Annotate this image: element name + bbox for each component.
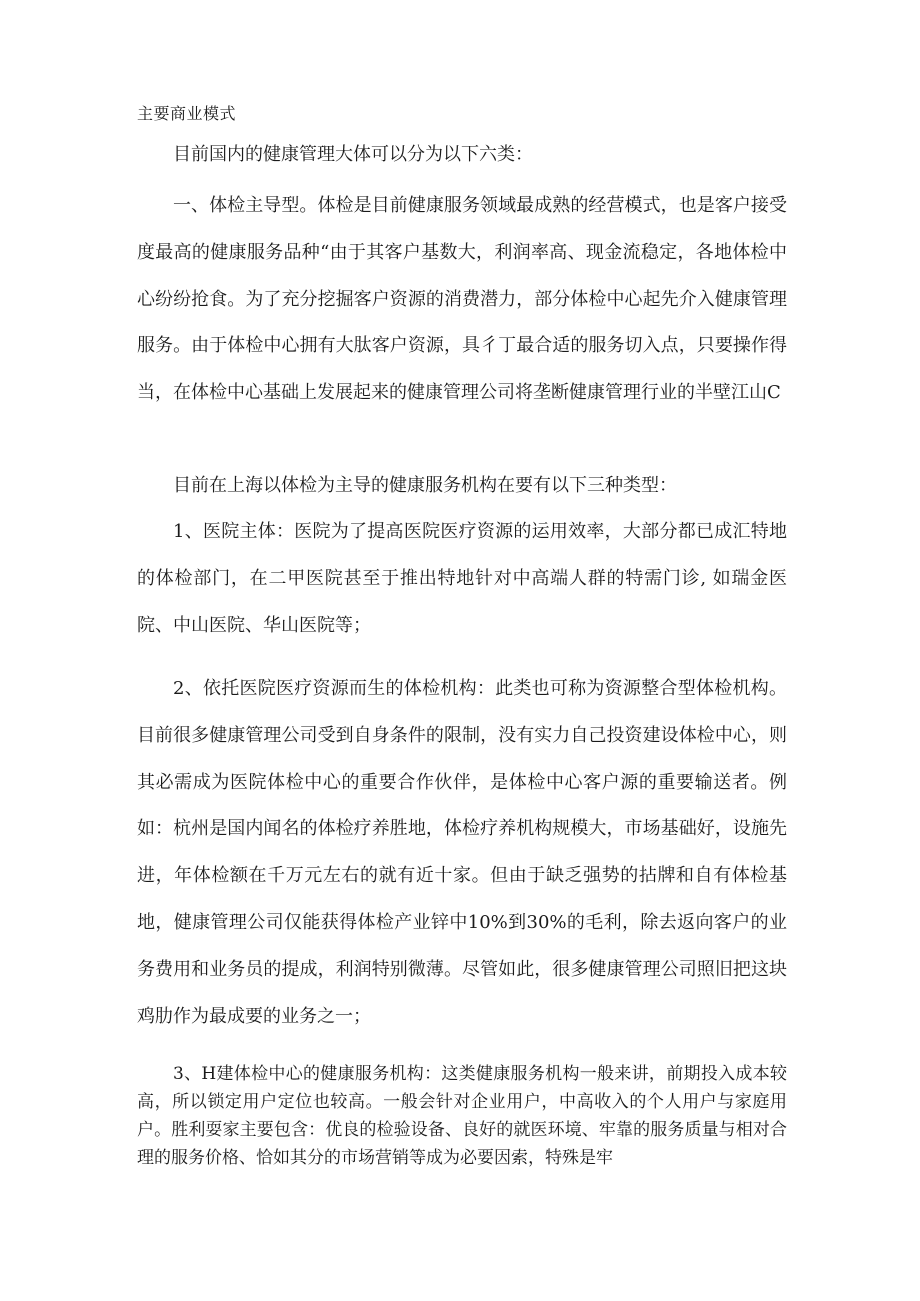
document-title: 主要商业模式 xyxy=(137,104,237,123)
paragraph-item-2: 2、依托医院医疗资源而生的体检机构：此类也可称为资源整合型体检机构。目前很多健康管理公司受到自身条件的限制，没有实力自己投资建设体检中心，则其必需成为医院体检中心的重要合作伙伴，是体检中心客户源的重要输送者。例如：杭州是国内闻名的体检疗养胜地，体检疗养机构规模大，市场基础好，设施先进，年体检额在千万元左右的就有近十家。但由于缺乏强势的拈牌和自有体检基地，健康管理公司仅能获得体检产业锌中10%到30%的毛利，除去返向客户的业务费用和业务员的提成，利润特别微薄。尽管如此，很多健康管理公司照旧把这块鸡肋作为最成要的业务之一； xyxy=(137,678,787,1027)
paragraph-item-3: 3、H建体检中心的健康服务机构：这类健康服务机构一般来讲，前期投入成本较高，所以锁定用户定位也较高。一般会针对企业用户，中高收入的个人用户与家庭用户。胜利耍家主要包含：优良的检验设备、良好的就医环境、牢靠的服务质量与相对合理的服务价格、恰如其分的市场营销等成为必要因索，特殊是牢 xyxy=(137,1064,787,1168)
paragraph-type-one: 一、体检主导型。体检是目前健康服务领域最成熟的经营模式，也是客户接受度最高的健康服务品种“由于其客户基数大，利润率高、现金流稳定，各地体检中心纷纷抢食。为了充分挖掘客户资源的消费潜力，部分体检中心起先介入健康管理服务。由于体检中心拥有大肽客户资源，具彳丁最合适的服务切入点，只要操作得当，在体检中心基础上发展起来的健康管理公司将垄断健康管理行业的半壁江山C xyxy=(137,195,787,404)
paragraph-intro: 目前国内的健康管理大体可以分为以下六类： xyxy=(173,144,533,165)
paragraph-item-1: 1、医院主体：医院为了提高医院医疗资源的运用效率，大部分都已成汇特地的体检部门，在二甲医院甚至于推出特地针对中高端人群的特需门诊, 如瑞金医院、中山医院、华山医院等； xyxy=(137,521,787,636)
paragraph-shanghai-types: 目前在上海以体检为主导的健康服务机构在要有以下三种类型： xyxy=(173,475,677,496)
